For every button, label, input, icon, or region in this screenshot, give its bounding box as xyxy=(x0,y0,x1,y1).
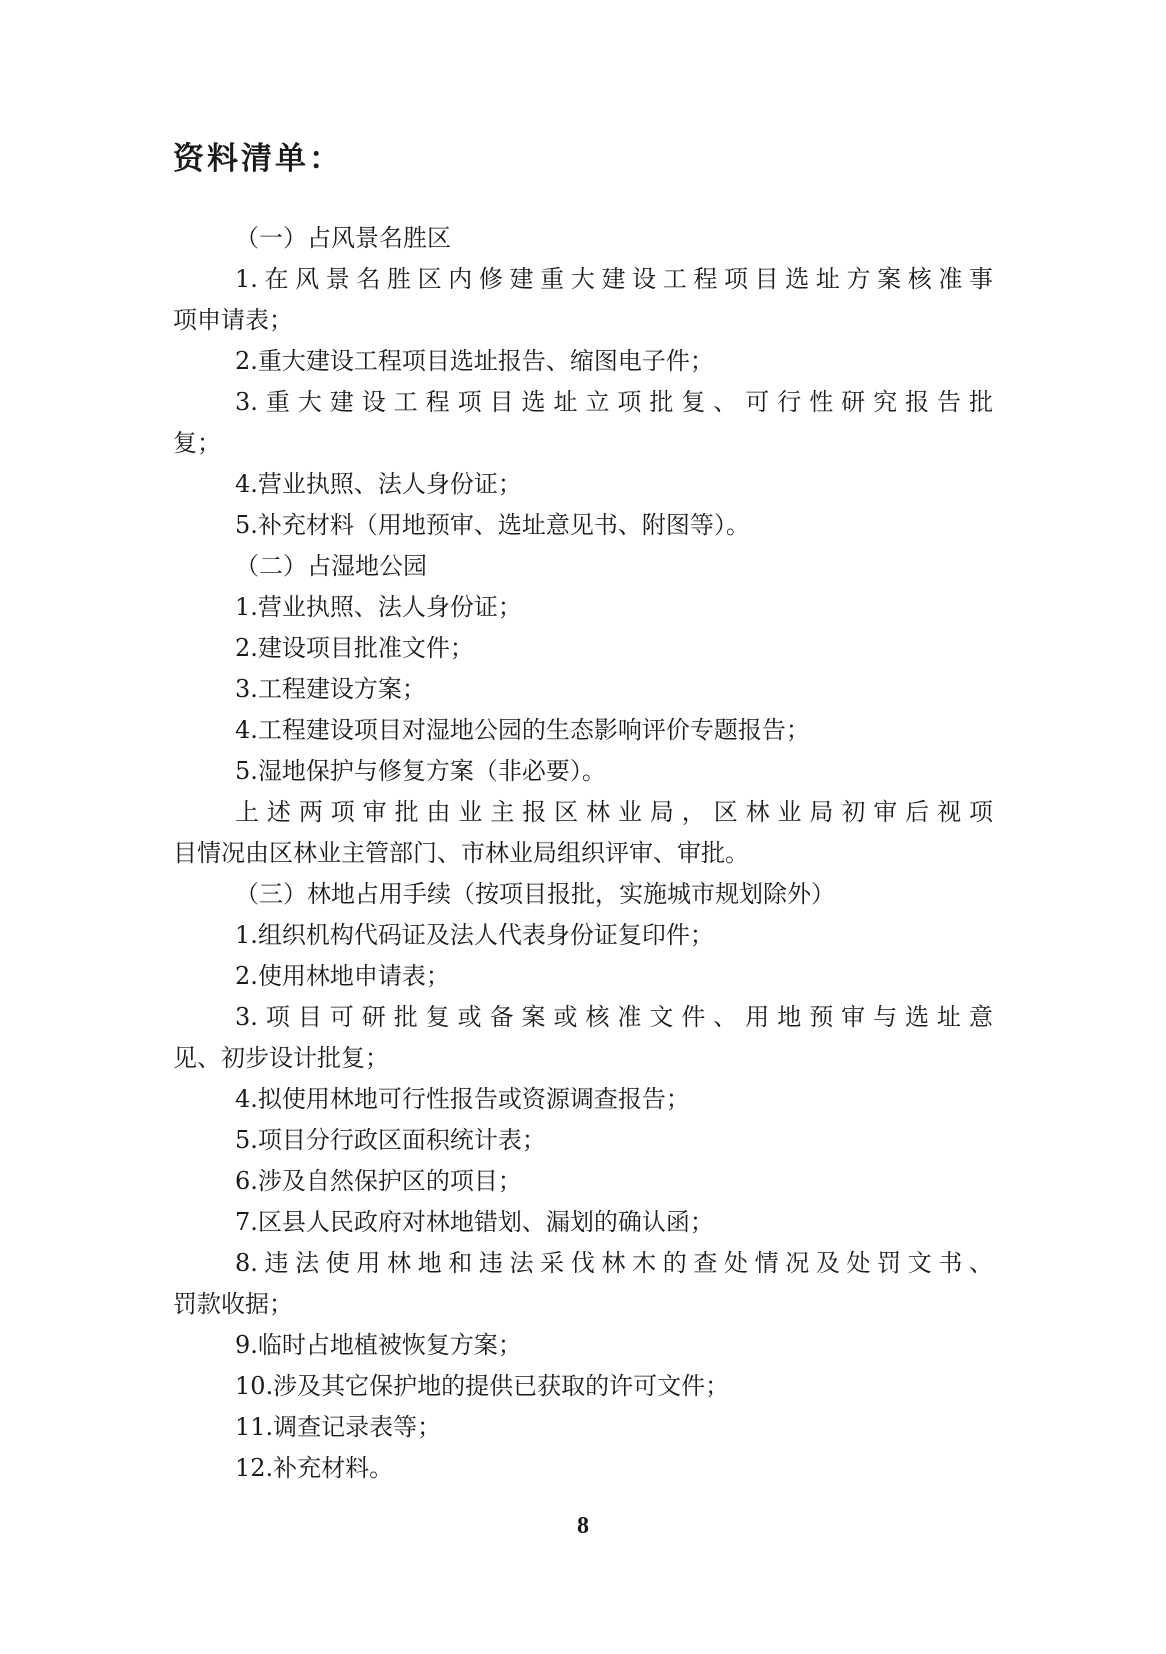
list-item: 4.工程建设项目对湿地公园的生态影响评价专题报告； xyxy=(235,716,810,744)
list-item: 7.区县人民政府对林地错划、漏划的确认函； xyxy=(235,1208,714,1236)
list-item-continuation: 复； xyxy=(173,429,221,457)
paragraph-continuation: 目情况由区林业主管部门、市林业局组织评审、审批。 xyxy=(173,839,749,867)
list-item: 5.湿地保护与修复方案（非必要）。 xyxy=(235,757,606,785)
page-title: 资料清单： xyxy=(173,141,343,177)
document-body xyxy=(173,218,993,1489)
list-item: 2.重大建设工程项目选址报告、缩图电子件； xyxy=(235,347,714,375)
list-item: 2.使用林地申请表； xyxy=(235,962,450,990)
page-number: 8 xyxy=(577,1513,589,1539)
paragraph: 上述两项审批由业主报区林业局，区林业局初审后视项 xyxy=(235,798,993,826)
list-item-continuation: 项申请表； xyxy=(173,306,293,334)
section-heading: （三）林地占用手续（按项目报批，实施城市规划除外） xyxy=(235,880,835,908)
section-heading: （二）占湿地公园 xyxy=(235,552,427,580)
list-item: 8.违法使用林地和违法采伐林木的查处情况及处罚文书、 xyxy=(235,1249,993,1277)
list-item: 6.涉及自然保护区的项目； xyxy=(235,1167,522,1195)
list-item-continuation: 罚款收据； xyxy=(173,1290,293,1318)
list-item: 11.调查记录表等； xyxy=(235,1413,442,1441)
list-item-continuation: 见、初步设计批复； xyxy=(173,1044,389,1072)
list-item: 5.项目分行政区面积统计表； xyxy=(235,1126,546,1154)
list-item: 4.营业执照、法人身份证； xyxy=(235,470,522,498)
list-item: 12.补充材料。 xyxy=(235,1454,394,1482)
list-item: 3.重大建设工程项目选址立项批复、可行性研究报告批 xyxy=(235,388,993,416)
list-item: 10.涉及其它保护地的提供已获取的许可文件； xyxy=(235,1372,730,1400)
list-item: 1.组织机构代码证及法人代表身份证复印件； xyxy=(235,921,714,949)
list-item: 1.营业执照、法人身份证； xyxy=(235,593,522,621)
list-item: 9.临时占地植被恢复方案； xyxy=(235,1331,522,1359)
list-item: 5.补充材料（用地预审、选址意见书、附图等）。 xyxy=(235,511,750,539)
list-item: 3.项目可研批复或备案或核准文件、用地预审与选址意 xyxy=(235,1003,993,1031)
list-item: 4.拟使用林地可行性报告或资源调查报告； xyxy=(235,1085,690,1113)
section-heading: （一）占风景名胜区 xyxy=(235,224,451,252)
list-item: 3.工程建设方案； xyxy=(235,675,426,703)
list-item: 1.在风景名胜区内修建重大建设工程项目选址方案核准事 xyxy=(235,265,993,293)
list-item: 2.建设项目批准文件； xyxy=(235,634,474,662)
